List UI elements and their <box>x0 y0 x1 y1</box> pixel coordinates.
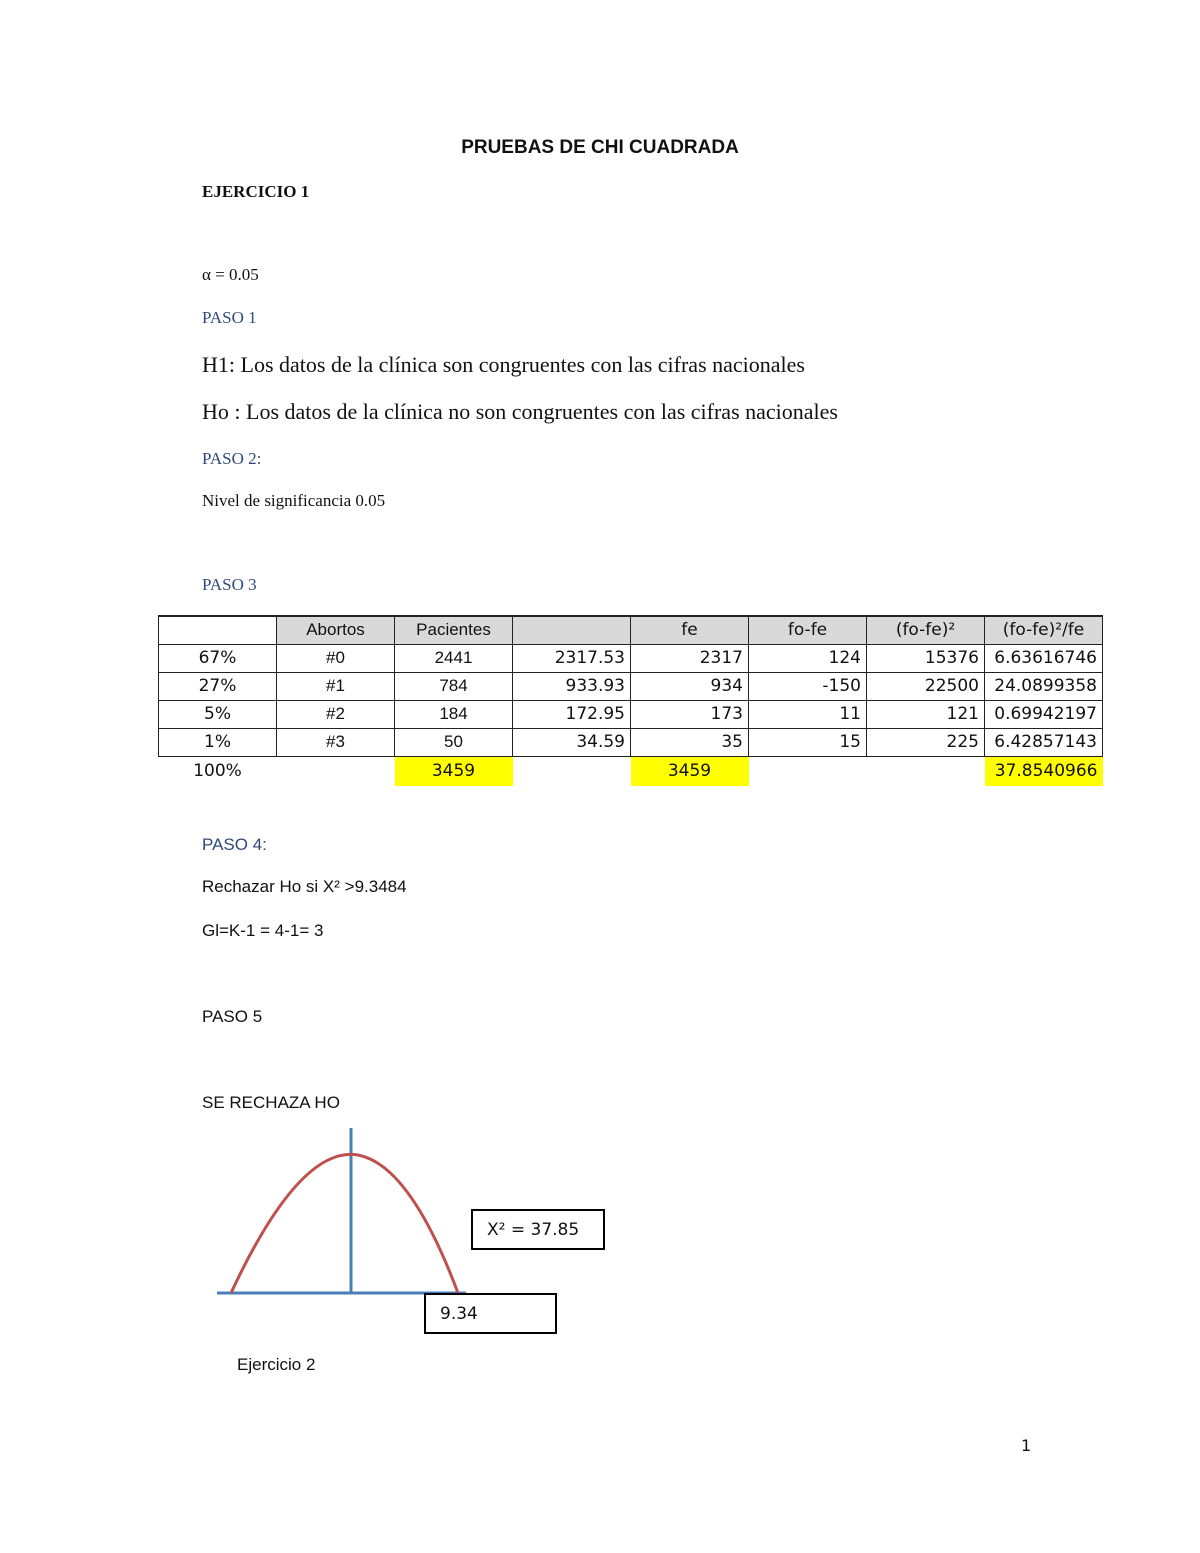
table-cell: 67% <box>159 644 277 672</box>
header-cell: (fo-fe)² <box>867 616 985 644</box>
exercise1-heading: EJERCICIO 1 <box>202 182 310 201</box>
conclusion-text: SE RECHAZA HO <box>202 1093 340 1112</box>
hypothesis-ho: Ho : Los datos de la clínica no son congruentes con las cifras nacionales <box>202 399 838 424</box>
alpha-value: α = 0.05 <box>202 265 259 284</box>
critical-value-box: 9.34 <box>424 1293 557 1334</box>
table-cell: 933.93 <box>513 672 631 700</box>
page-title: PRUEBAS DE CHI CUADRADA <box>461 137 739 158</box>
table-cell: 1% <box>159 728 277 756</box>
table-cell: -150 <box>749 672 867 700</box>
significance-level: Nivel de significancia 0.05 <box>202 491 386 510</box>
table-cell: 35 <box>631 728 749 756</box>
paso1-label: PASO 1 <box>202 308 257 327</box>
total-chi-square: 37.8540966 <box>985 756 1103 786</box>
header-cell: Abortos <box>277 616 395 644</box>
total-pacientes: 3459 <box>395 756 513 786</box>
table-cell: 184 <box>395 700 513 728</box>
degrees-of-freedom: Gl=K-1 = 4-1= 3 <box>202 921 324 940</box>
table-cell: 173 <box>631 700 749 728</box>
table-cell: 27% <box>159 672 277 700</box>
paso5-label: PASO 5 <box>202 1007 263 1026</box>
total-fe: 3459 <box>631 756 749 786</box>
header-cell: fo-fe <box>749 616 867 644</box>
chi-value-box: X² = 37.85 <box>471 1209 605 1250</box>
table-cell: #3 <box>277 728 395 756</box>
header-cell: Pacientes <box>395 616 513 644</box>
table-cell: 172.95 <box>513 700 631 728</box>
table-cell: 934 <box>631 672 749 700</box>
table-cell: 121 <box>867 700 985 728</box>
table-cell: 50 <box>395 728 513 756</box>
table-cell: 34.59 <box>513 728 631 756</box>
header-cell: fe <box>631 616 749 644</box>
paso4-label: PASO 4: <box>202 835 267 854</box>
table-cell: #2 <box>277 700 395 728</box>
table-cell: 22500 <box>867 672 985 700</box>
table-cell: 5% <box>159 700 277 728</box>
table-cell: 15376 <box>867 644 985 672</box>
table-cell: 2317 <box>631 644 749 672</box>
table-cell: 24.0899358 <box>985 672 1103 700</box>
table-cell: 124 <box>749 644 867 672</box>
paso3-label: PASO 3 <box>202 575 257 594</box>
table-cell: 0.69942197 <box>985 700 1103 728</box>
total-percent: 100% <box>159 756 277 786</box>
table-cell: #1 <box>277 672 395 700</box>
rejection-rule: Rechazar Ho si X² >9.3484 <box>202 877 407 896</box>
exercise2-heading: Ejercicio 2 <box>237 1355 316 1374</box>
table-cell: 6.63616746 <box>985 644 1103 672</box>
page-number: 1 <box>1021 1436 1032 1455</box>
table-cell: 11 <box>749 700 867 728</box>
hypothesis-h1: H1: Los datos de la clínica son congruentes con las cifras nacionales <box>202 352 805 377</box>
distribution-curve <box>231 1154 458 1293</box>
table-cell: 15 <box>749 728 867 756</box>
table-cell: 784 <box>395 672 513 700</box>
table-cell: 225 <box>867 728 985 756</box>
table-cell: #0 <box>277 644 395 672</box>
table-cell: 6.42857143 <box>985 728 1103 756</box>
table-cell: 2441 <box>395 644 513 672</box>
table-cell: 2317.53 <box>513 644 631 672</box>
header-cell: (fo-fe)²/fe <box>985 616 1103 644</box>
paso2-label: PASO 2: <box>202 449 262 468</box>
